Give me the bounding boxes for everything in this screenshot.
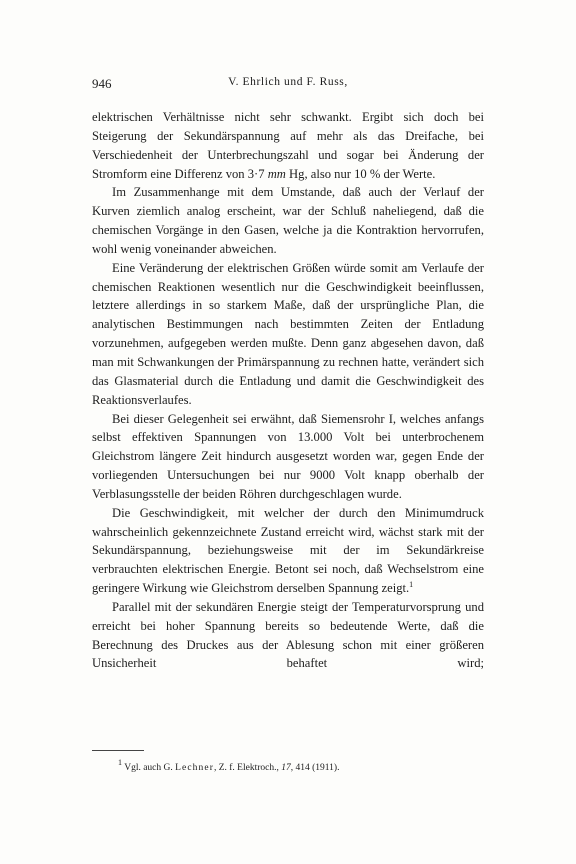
footnote-mark: 1: [118, 758, 122, 767]
paragraph-2: Im Zusammenhange mit dem Umstande, daß auch der Verlauf der Kurven ziemlich analog erscheint, war der Schluß naheliegend, daß die chemischen Vorgänge in den Gasen, welche ja die Kontraktion hervorrufen, wohl wenig voneinander abweichen.: [92, 185, 484, 256]
paragraph-4: Bei dieser Gelegenheit sei erwähnt, daß Siemensrohr I, welches anfangs selbst effektiven Spannungen von 13.000 Volt bei unterbrochenem Gleichstrom längere Zeit hindurch ausgesetzt worden war, gegen Ende der vorliegenden Untersuchungen bei nur 9000 Volt knapp oberhalb der Verblasungsstelle der beiden Röhren durchgeschlagen wurde.: [92, 411, 484, 501]
paragraph-3: Eine Veränderung der elektrischen Größen würde somit am Verlaufe der chemischen Reaktionen wesentlich nur die Geschwindigkeit beeinflussen, letztere allerdings in so starkem Maße, daß der ursprüngliche Plan, die analytischen Bestimmungen nach bestimmten Zeiten der Entladung vorzunehmen, aufgegeben werden mußte. Denn ganz abgesehen davon, daß man mit Schwankungen der Primärspannung zu rechnen hatte, verändert sich das Glasmaterial durch die Entladung und damit die Geschwindigkeit des Reaktionsverlaufes.: [92, 260, 484, 407]
footnote-volume: 17: [281, 763, 291, 773]
footnote: [118, 758, 484, 775]
paragraph-1-line-4: sogar bei Änderung der Stromform eine Differenz von 3·7: [92, 147, 484, 181]
footnote-journal: , Z. f. Elektroch.,: [213, 763, 282, 773]
paragraph-1-line-3: Dreifache, bei Verschiedenheit der Unterbrechungszahl und: [92, 128, 484, 162]
body-text: [92, 108, 484, 673]
footnote-prefix: Vgl. auch G.: [124, 763, 176, 773]
paragraph-1-tail: Hg, also nur 10 % der Werte.: [289, 166, 436, 181]
page-number: 946: [92, 76, 112, 91]
unit-mm: mm: [267, 166, 286, 181]
footnote-reference: 1: [409, 580, 414, 590]
running-head: V. Ehrlich und F. Russ,: [228, 76, 348, 88]
paragraph-1-line-2: doch bei Steigerung der Sekundärspannung auf mehr als das: [92, 110, 484, 143]
paragraph-5-text: Die Geschwindigkeit, mit welcher der durch den Minimumdruck wahrscheinlich gekennzeichnete Zustand erreicht wird, wächst stark mit der Sekundärspannung, beziehungsweise mit der im Sekundärkreise verbrauchten elektrischen Energie. Betont sei noch, daß Wechselstrom eine geringere Wirkung wie Gleichstrom derselben Spannung zeigt.: [92, 505, 484, 596]
footnote-separator: [92, 750, 144, 751]
paragraph-5: [92, 504, 484, 598]
footnote-pages: , 414 (1911).: [290, 763, 340, 773]
page-header: [92, 76, 484, 94]
paragraph-1: [92, 108, 484, 183]
footnote-author: Lechner: [175, 763, 214, 773]
paragraph-6: Parallel mit der sekundären Energie steigt der Temperaturvorsprung und erreicht bei hoher Spannung bereits so bedeutende Werte, daß die Berechnung des Druckes aus der Ablesung schon mit einer größeren Unsicherheit behaftet wird;: [92, 599, 484, 671]
paragraph-1-line-1: elektrischen Verhältnisse nicht sehr schwankt. Ergibt sich: [92, 110, 424, 124]
